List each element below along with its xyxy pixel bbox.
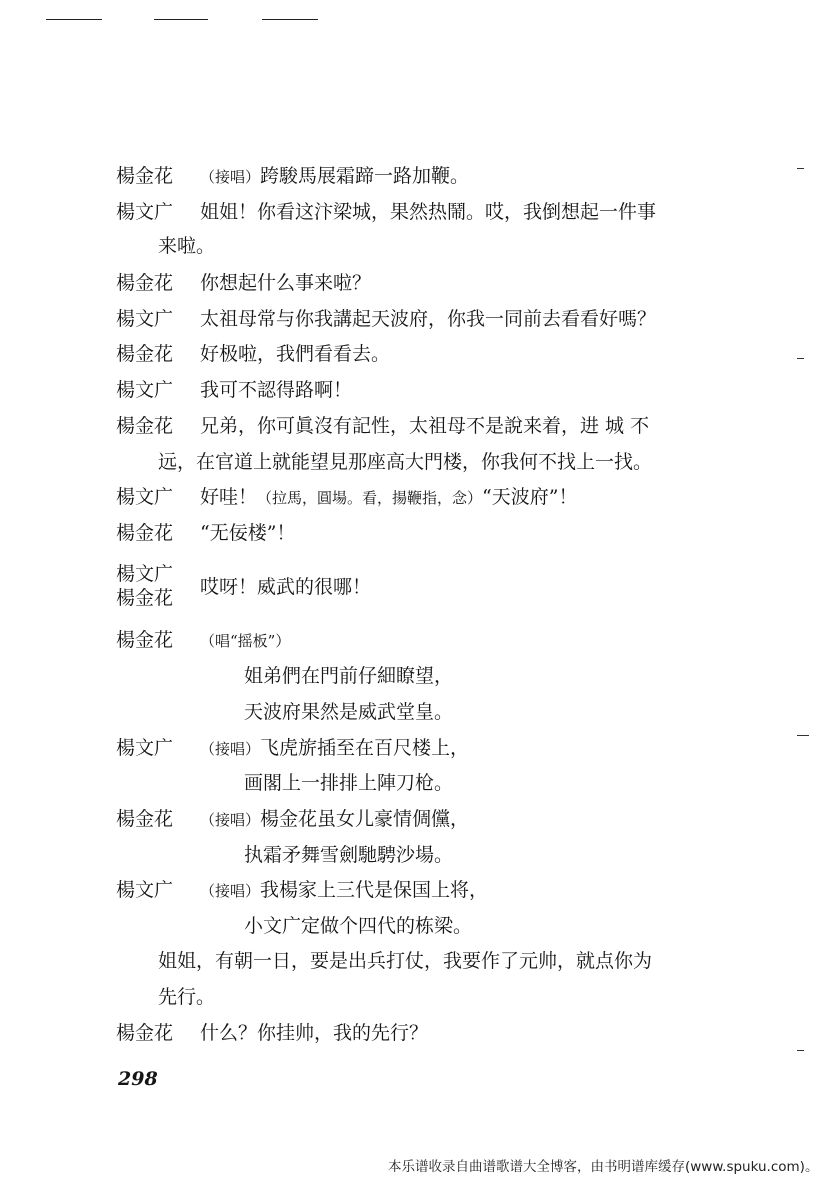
- stage-direction: （接唱）: [200, 168, 261, 186]
- speaker-name: 楊金花: [116, 165, 174, 187]
- script-line: [116, 199, 656, 225]
- verse-line: [244, 770, 453, 796]
- script-line: [116, 163, 469, 190]
- header-rule-2: [154, 19, 208, 20]
- dialogue-text: 什么？你挂帅，我的先行？: [200, 1022, 429, 1044]
- dialogue-text: 哎呀！威武的很哪！: [200, 576, 372, 598]
- speaker-name: 楊文广: [116, 201, 174, 223]
- dialogue-text: 姐姐！你看这汴梁城，果然热鬧。哎，我倒想起一件事: [200, 201, 657, 223]
- script-line: [116, 735, 469, 762]
- script-line: [116, 413, 649, 439]
- script-line: [116, 270, 371, 296]
- dialogue-text: 好极啦，我們看看去。: [200, 343, 391, 365]
- dialogue-text: 执霜矛舞雪劍馳騁沙場。: [244, 844, 454, 866]
- script-line: [158, 948, 652, 974]
- dialogue-text: 我楊家上三代是保国上将，: [260, 879, 489, 901]
- margin-mark: [797, 358, 804, 359]
- page-number: 298: [118, 1068, 158, 1090]
- dialogue-text: 飞虎旂插至在百尺楼上，: [260, 737, 470, 759]
- dialogue-text: 远，在官道上就能望見那座高大門楼，你我何不找上一找。: [158, 451, 653, 473]
- script-line: [158, 449, 652, 475]
- speaker-name: 楊文广: [116, 486, 174, 508]
- footer-source-note: 本乐谱收录自曲谱歌谱大全博客，由书明谱库缓存(www.spuku.com)。: [388, 1159, 819, 1175]
- stage-direction: （拉馬，圓場。看，揚鞭指，念）: [257, 489, 483, 507]
- speaker-name: 楊文广: [116, 308, 174, 330]
- script-line: [116, 484, 577, 511]
- speaker-name: 楊金花: [116, 629, 174, 651]
- dialogue-text: 我可不認得路啊！: [200, 379, 353, 401]
- speaker-name: 楊文广: [116, 563, 174, 585]
- dialogue-text: 太祖母常与你我講起天波府，你我一同前去看看好嗎？: [200, 308, 657, 330]
- stage-direction: （唱“摇板”）: [200, 632, 291, 650]
- dialogue-text: 楊金花虽女儿豪情倜儻，: [260, 808, 470, 830]
- script-line: [116, 341, 390, 367]
- dialogue-text: 兄弟，你可眞沒有記性，太祖母不是說来着，进 城 不: [200, 415, 650, 437]
- dialogue-text: 先行。: [158, 986, 216, 1008]
- speaker-name: 楊文广: [116, 879, 174, 901]
- dialogue-text: “天波府”！: [482, 486, 578, 508]
- dialogue-text: 好哇！: [200, 486, 258, 508]
- dialogue-text: 小文广定做个四代的栋梁。: [244, 915, 473, 937]
- script-line: [116, 627, 290, 654]
- speaker-name: 楊金花: [116, 343, 174, 365]
- speaker-name: 楊文广: [116, 737, 174, 759]
- dialogue-text: 画閣上一排排上陣刀枪。: [244, 772, 454, 794]
- dialogue-text: 姐弟們在門前仔細瞭望，: [244, 665, 454, 687]
- speaker-name: 楊金花: [116, 808, 174, 830]
- speaker-stack: [116, 562, 173, 610]
- dialogue-text: 天波府果然是威武堂皇。: [244, 701, 454, 723]
- script-line: [158, 233, 215, 259]
- verse-line: [244, 913, 472, 939]
- speaker-name: 楊金花: [116, 587, 174, 609]
- speaker-name: 楊金花: [116, 522, 174, 544]
- dialogue-text: “无佞楼”！: [200, 522, 296, 544]
- margin-mark: [797, 1050, 804, 1051]
- speaker-name: 楊金花: [116, 1022, 174, 1044]
- speaker-name: 楊金花: [116, 415, 174, 437]
- stage-direction: （接唱）: [200, 811, 261, 829]
- speaker-name: 楊金花: [116, 272, 174, 294]
- verse-line: [244, 699, 453, 725]
- header-rule-1: [46, 19, 102, 20]
- margin-mark: [797, 168, 804, 169]
- script-line: [158, 984, 215, 1010]
- script-line: [116, 877, 488, 904]
- script-line: [116, 520, 295, 546]
- dialogue-text: 姐姐，有朝一日，要是出兵打仗，我要作了元帅，就点你为: [158, 950, 653, 972]
- script-line: [116, 306, 656, 332]
- stage-direction: （接唱）: [200, 882, 261, 900]
- dialogue-text: 来啦。: [158, 235, 216, 257]
- header-rule-3: [262, 19, 318, 20]
- script-line: [116, 377, 352, 403]
- verse-line: [244, 842, 453, 868]
- dialogue-text: 跨駿馬展霜蹄一路加鞭。: [260, 165, 470, 187]
- script-line: [116, 806, 469, 833]
- verse-line: [244, 663, 453, 689]
- script-line: [116, 1020, 428, 1046]
- margin-mark: [797, 735, 809, 736]
- stage-direction: （接唱）: [200, 740, 261, 758]
- dialogue-text: 你想起什么事来啦？: [200, 272, 372, 294]
- speaker-name: 楊文广: [116, 379, 174, 401]
